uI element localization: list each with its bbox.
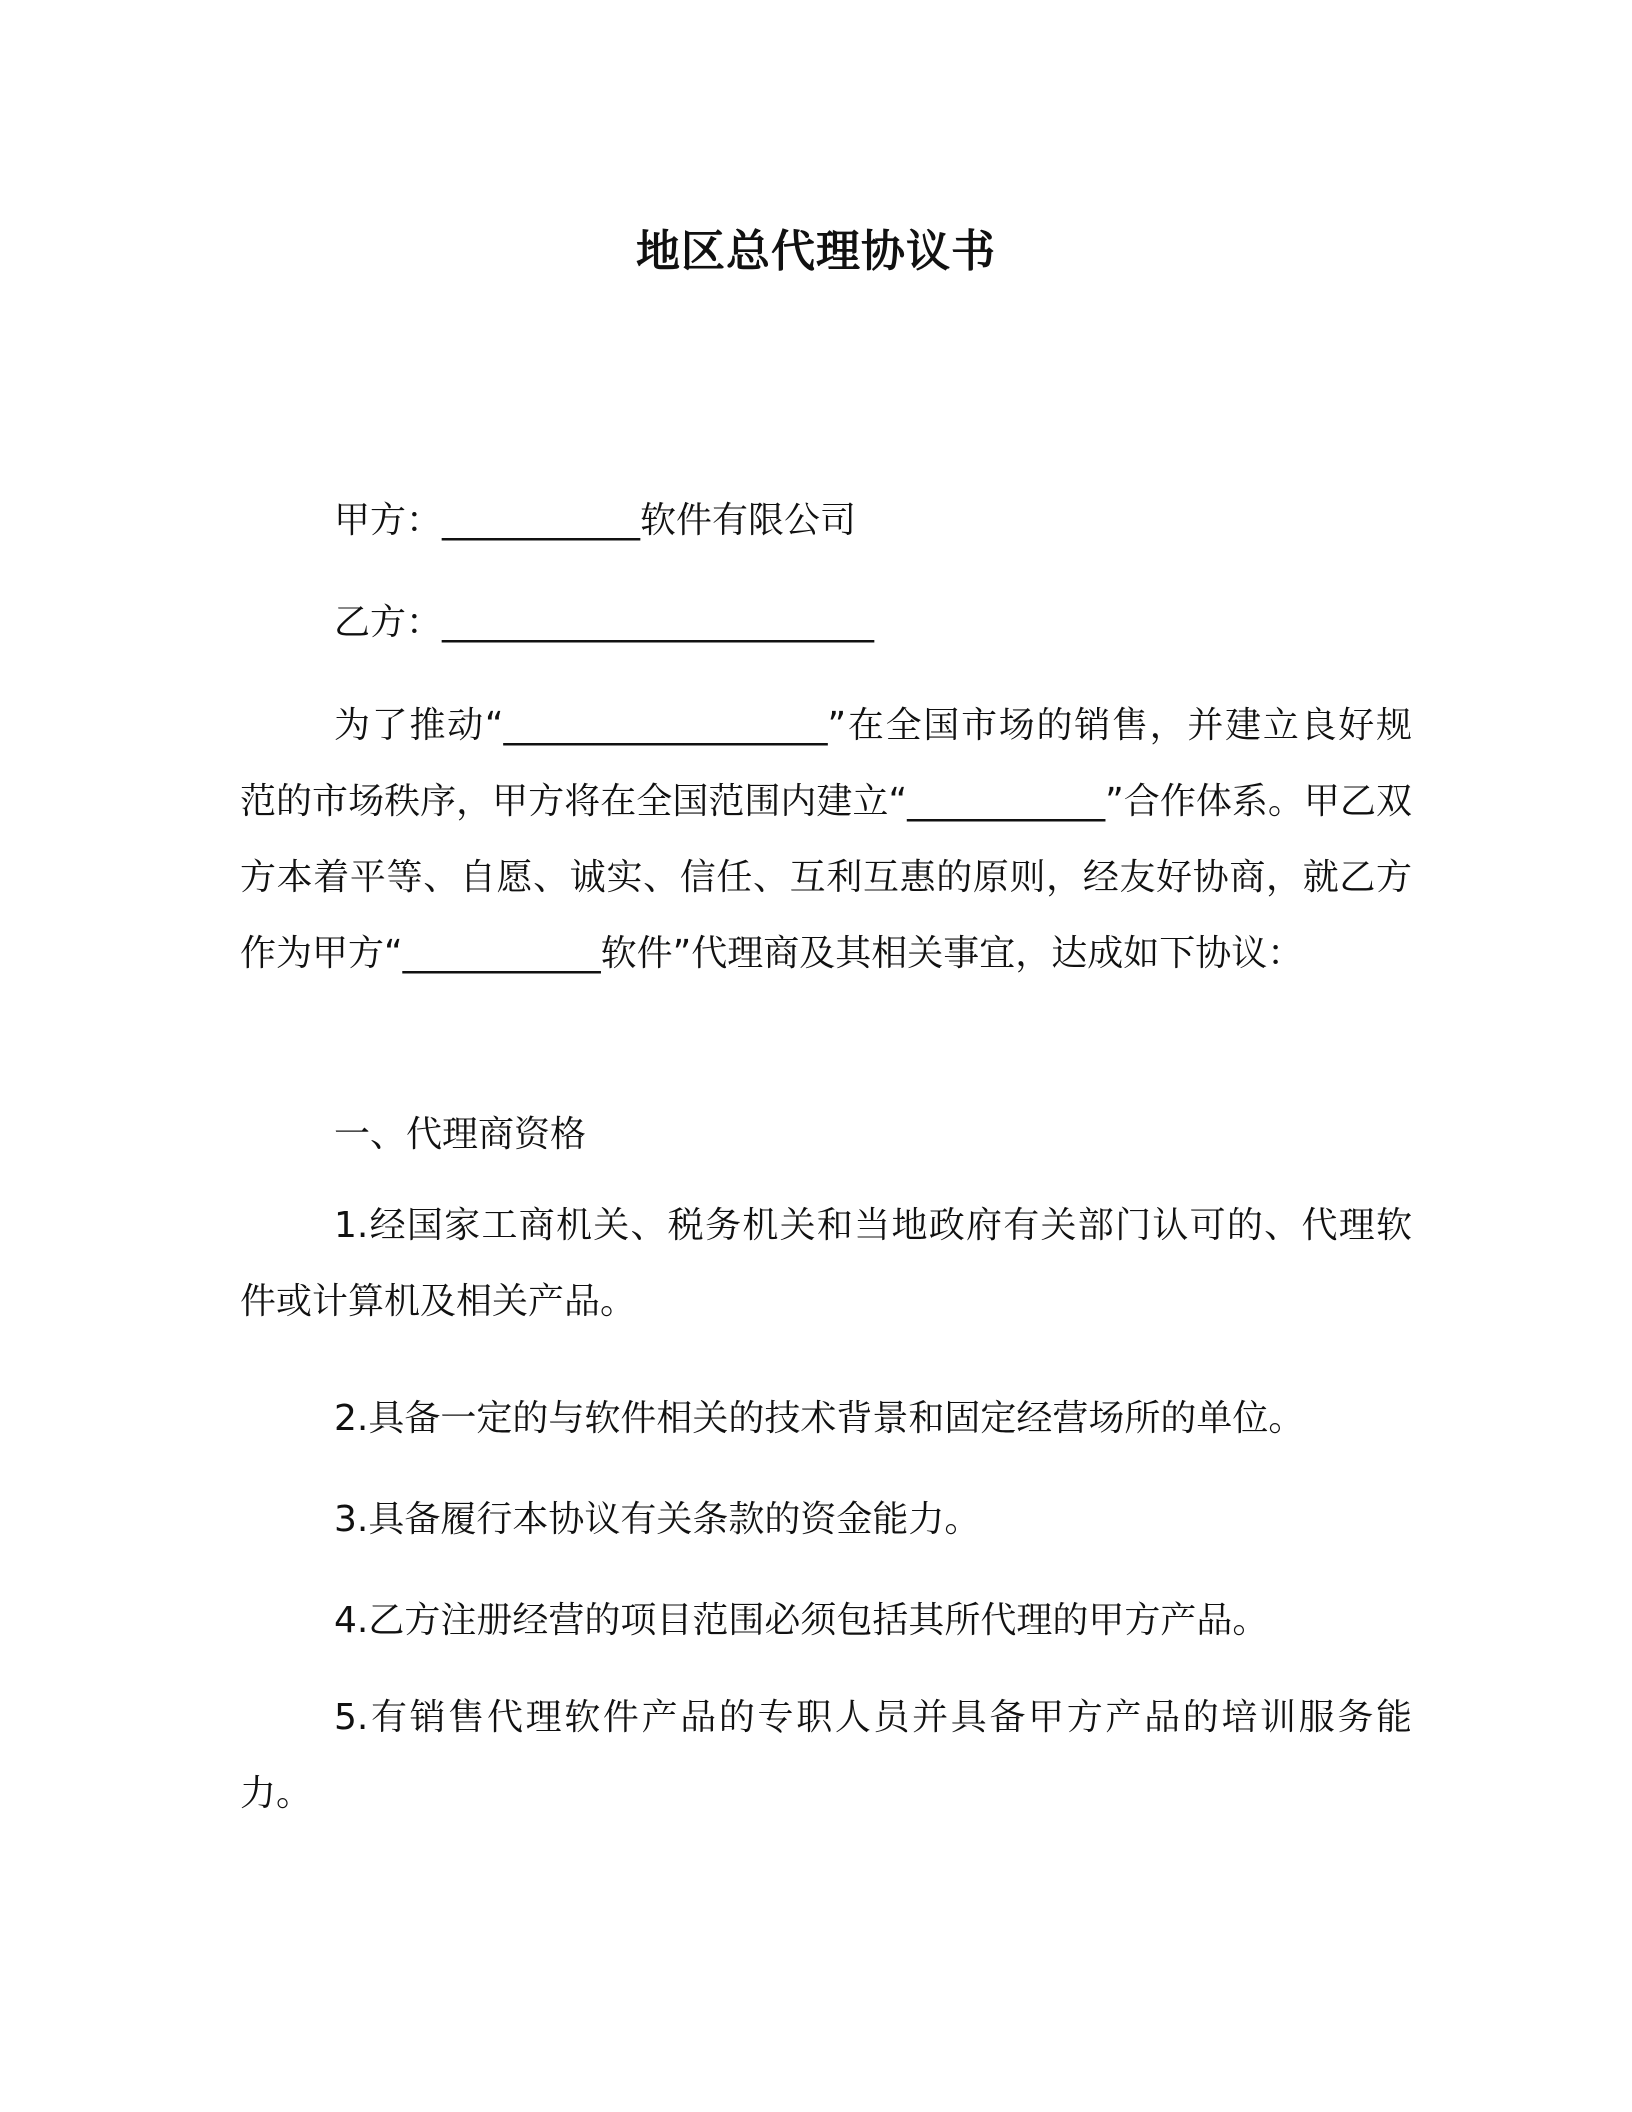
list-item: 1.经国家工商机关、税务机关和当地政府有关部门认可的、代理软件或计算机及相关产品。 bbox=[240, 1205, 1412, 1322]
party-a-line: 甲方：___________软件有限公司 bbox=[334, 500, 857, 541]
list-item: 4.乙方注册经营的项目范围必须包括其所代理的甲方产品。 bbox=[334, 1600, 1269, 1641]
section-heading: 一、代理商资格 bbox=[334, 1114, 587, 1155]
list-item: 5.有销售代理软件产品的专职人员并具备甲方产品的培训服务能力。 bbox=[240, 1697, 1412, 1814]
party-b-line: 乙方：________________________ bbox=[334, 602, 875, 643]
list-item: 2.具备一定的与软件相关的技术背景和固定经营场所的单位。 bbox=[334, 1398, 1305, 1439]
list-item: 3.具备履行本协议有关条款的资金能力。 bbox=[334, 1499, 981, 1540]
intro-paragraph: 为了推动“__________________”在全国市场的销售，并建立良好规范的市场秩序，甲方将在全国范围内建立“___________”合作体系。甲乙双方本着平等、自愿、诚实、信任、互利互惠的原则，经友好协商，就乙方作为甲方“___________软件”代理商及其相关事宜，达成如下协议： bbox=[240, 705, 1412, 974]
document-title: 地区总代理协议书 bbox=[636, 226, 996, 277]
